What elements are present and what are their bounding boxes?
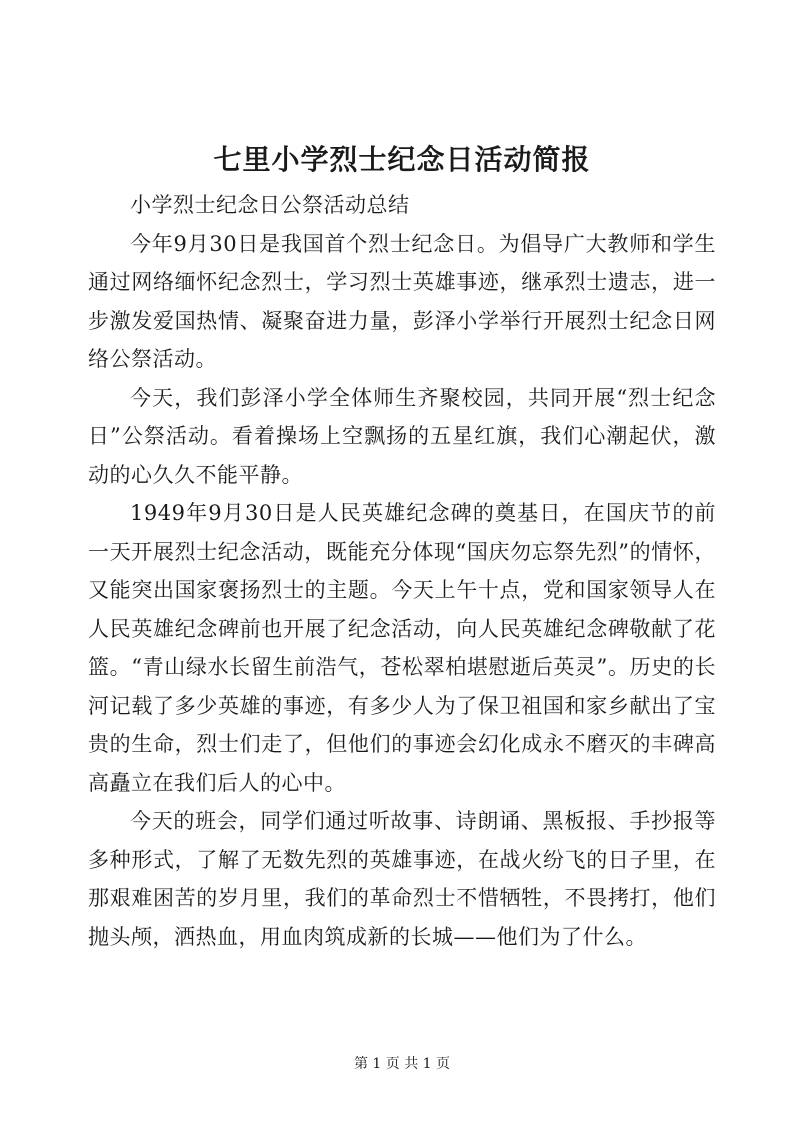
- document-title: 七里小学烈士纪念日活动简报: [213, 143, 591, 176]
- page-footer: 第 1 页 共 1 页: [353, 1056, 451, 1072]
- paragraph-gathering: 今天，我们彭泽小学全体师生齐聚校园，共同开展“烈士纪念日”公祭活动。看着操场上空飘扬的五星红旗，我们心潮起伏，激动的心久久不能平静。: [88, 385, 716, 487]
- paragraph-history: 1949年9月30日是人民英雄纪念碑的奠基日，在国庆节的前一天开展烈士纪念活动，既能充分体现“国庆勿忘祭先烈”的情怀，又能突出国家褒扬烈士的主题。今天上午十点，党和国家领导人在人民英雄纪念碑前也开展了纪念活动，向人民英雄纪念碑敬献了花篮。“青山绿水长留生前浩气，苍松翠柏堪慰逝后英灵”。历史的长河记载了多少英雄的事迹，有多少人为了保卫祖国和家乡献出了宝贵的生命，烈士们走了，但他们的事迹会幻化成永不磨灭的丰碑高高矗立在我们后人的心中。: [88, 501, 716, 795]
- document-page: [88, 0, 716, 1132]
- paragraph-subtitle: 小学烈士纪念日公祭活动总结: [130, 193, 410, 217]
- paragraph-class-meeting: 今天的班会，同学们通过听故事、诗朗诵、黑板报、手抄报等多种形式，了解了无数先烈的英雄事迹，在战火纷飞的日子里，在那艰难困苦的岁月里，我们的革命烈士不惜牺牲，不畏拷打，他们抛头颅，洒热血，用血肉筑成新的长城——他们为了什么。: [88, 809, 716, 949]
- paragraph-intro: 今年9月30日是我国首个烈士纪念日。为倡导广大教师和学生通过网络缅怀纪念烈士，学习烈士英雄事迹，继承烈士遗志，进一步激发爱国热情、凝聚奋进力量，彭泽小学举行开展烈士纪念日网络公祭活动。: [88, 231, 716, 371]
- document-body: [88, 186, 716, 956]
